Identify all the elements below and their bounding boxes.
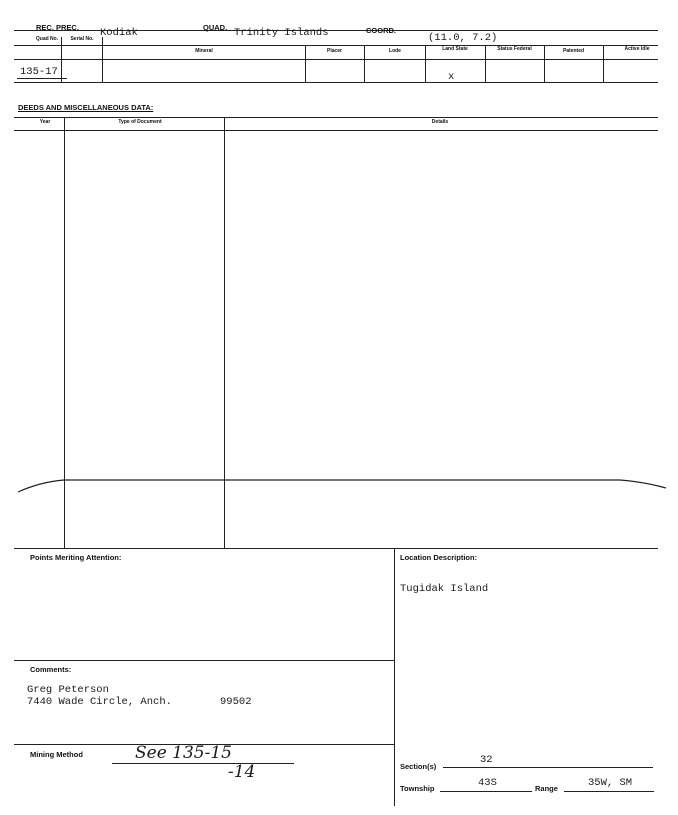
range-value: 35W, SM <box>588 777 633 789</box>
deeds-details-header: Details <box>431 119 449 125</box>
mining-method-handwritten-2: -14 <box>228 762 256 782</box>
col-quad-no: Quad No. <box>35 36 59 42</box>
mining-method-handwritten: See 135-15 <box>135 743 232 763</box>
comments-label: Comments: <box>30 665 72 674</box>
col-patented: Patented <box>562 48 585 54</box>
range-label: Range <box>535 784 558 793</box>
location-label: Location Description: <box>400 553 478 562</box>
coord-label: COORD. <box>366 26 396 35</box>
lower-divider <box>394 548 395 806</box>
comments-line1: Greg Peterson <box>27 684 109 696</box>
land-state-mark: x <box>448 71 455 83</box>
township-label: Township <box>400 784 435 793</box>
col-status-federal: Status Federal <box>497 46 532 52</box>
col-placer: Placer <box>326 48 342 54</box>
rec-prec-label: REC. PREC. <box>36 23 79 32</box>
rec-prec-value: Kodiak <box>100 27 138 39</box>
quad-serial-value: 135-17 <box>20 66 58 78</box>
township-value: 43S <box>478 777 497 789</box>
deeds-type-header: Type of Document <box>118 119 162 125</box>
page-fold-line <box>0 470 678 500</box>
deeds-year-header: Year <box>39 119 51 125</box>
col-land-state: Land State <box>442 46 468 52</box>
mining-method-label: Mining Method <box>30 750 83 759</box>
comments-zip: 99502 <box>220 696 252 708</box>
col-active-idle: Active Idle <box>624 46 650 52</box>
location-value: Tugidak Island <box>400 583 489 595</box>
comments-line2: 7440 Wade Circle, Anch. <box>27 696 172 708</box>
col-mineral: Mineral <box>195 48 213 54</box>
deeds-title: DEEDS AND MISCELLANEOUS DATA: <box>18 103 154 112</box>
coord-value: (11.0, 7.2) <box>428 32 498 44</box>
section-label: Section(s) <box>400 762 437 771</box>
col-serial-no: Serial No. <box>70 36 94 42</box>
points-label: Points Meriting Attention: <box>30 553 122 562</box>
col-lode: Lode <box>389 48 401 54</box>
section-value: 32 <box>480 754 493 766</box>
quad-label: QUAD. <box>203 23 228 32</box>
quad-value: Trinity Islands <box>234 27 329 39</box>
